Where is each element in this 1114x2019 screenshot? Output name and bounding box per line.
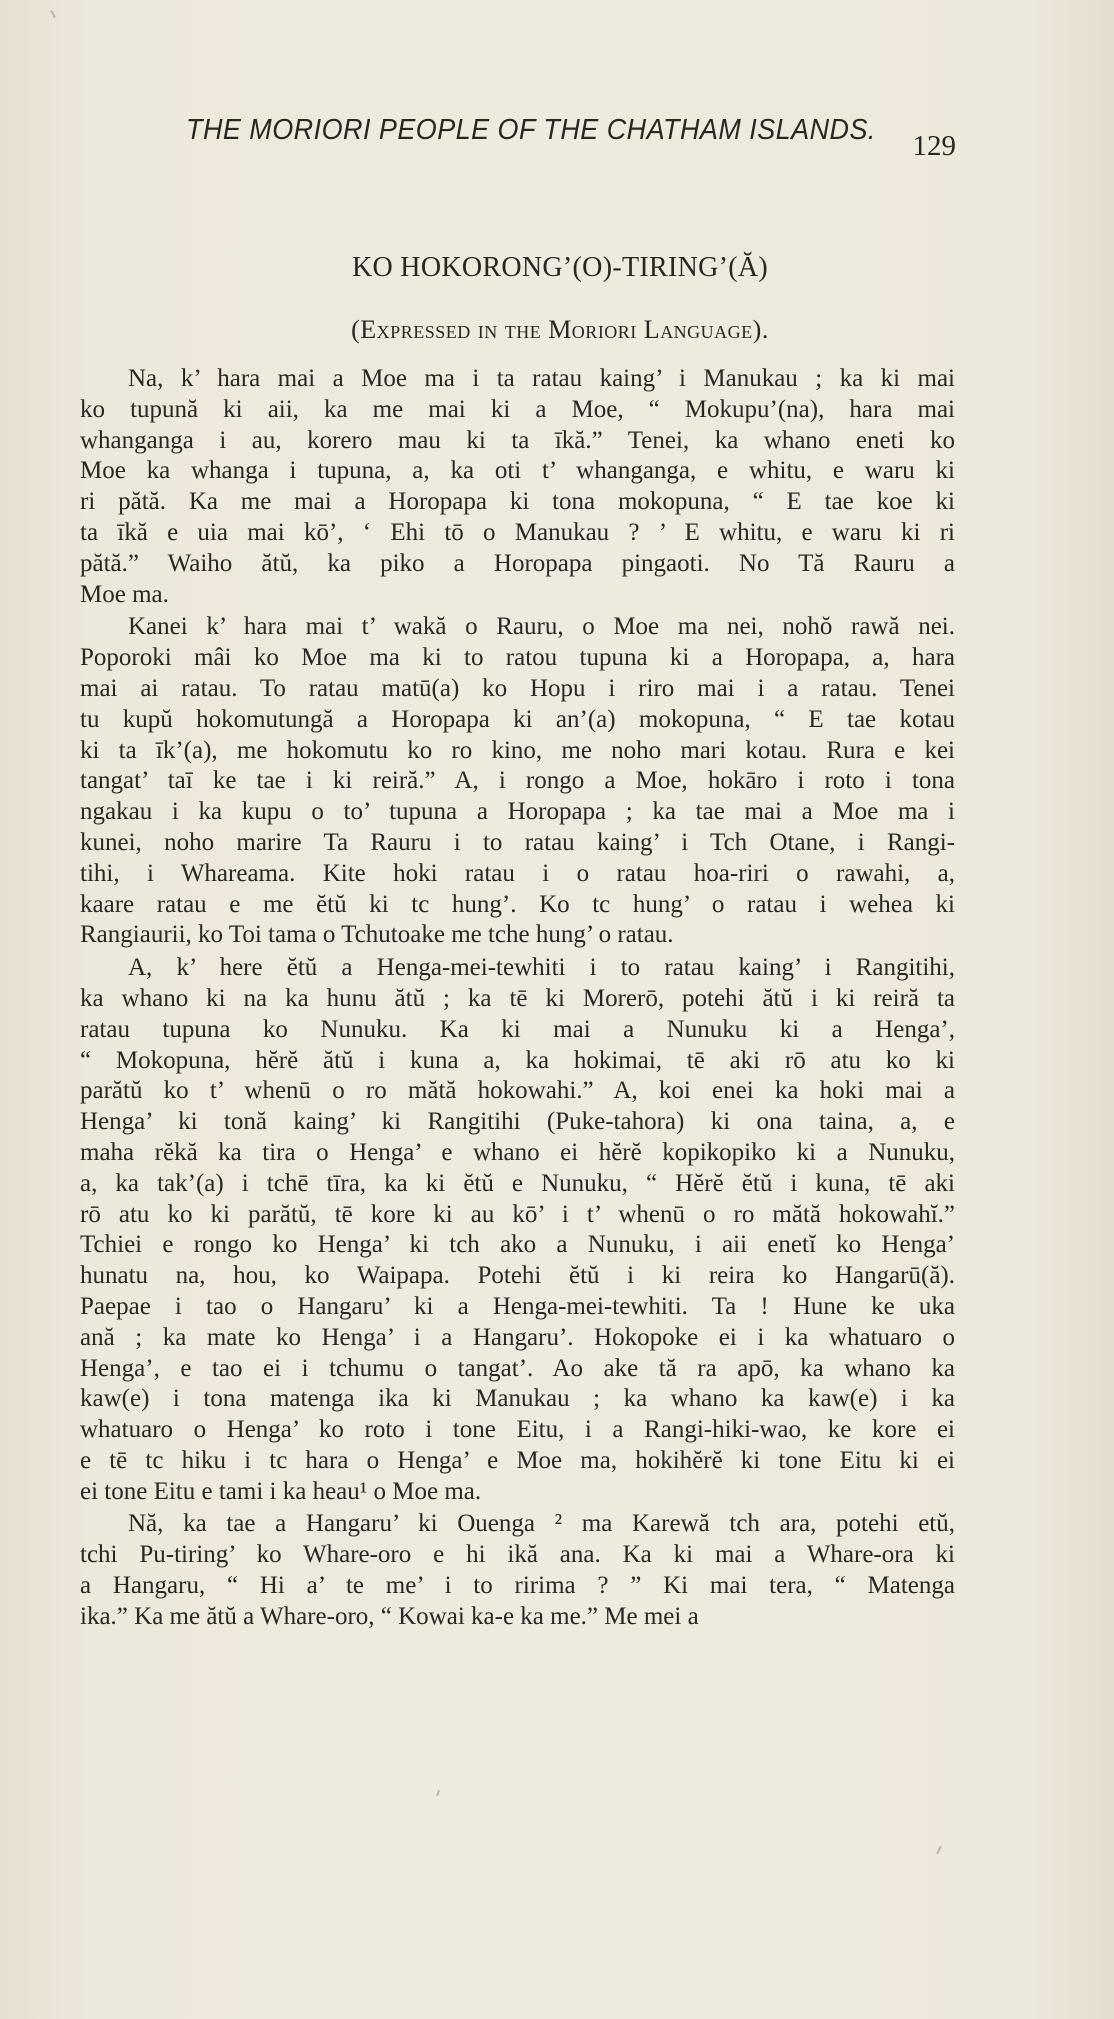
text-line: A, k’ here ĕtŭ a Henga-mei-tewhiti i to ratau kaing’ i Rangitihi, (128, 954, 955, 982)
paragraph (80, 612, 955, 951)
text-line: a, ka tak’(a) i tchē tīra, ka ki ĕtŭ e Nunuku, “ Hĕrĕ ĕtŭ i kuna, tē aki (80, 1169, 955, 1197)
text-line: “ Mokopuna, hĕrĕ ătŭ i kuna a, ka hokimai, tē aki rō atu ko ki (80, 1046, 955, 1074)
text-line: Nă, ka tae a Hangaru’ ki Ouenga ² ma Karewă tch ara, potehi etŭ, (128, 1510, 955, 1538)
paragraph (80, 1509, 955, 1632)
text-line: ri pătă. Ka me mai a Horopapa ki tona mokopuna, “ E tae koe ki (80, 488, 955, 516)
text-line: tihi, i Whareama. Kite hoki ratau i o ratau hoa-riri o rawahi, a, (80, 859, 955, 887)
text-line: ei tone Eitu e tami i ka heau¹ o Moe ma. (80, 1477, 482, 1505)
text-line: Kanei k’ hara mai t’ wakă o Rauru, o Moe ma nei, nohŏ rawă nei. (128, 613, 955, 641)
text-line: mai ai ratau. To ratau matū(a) ko Hopu i riro mai i a ratau. Tenei (80, 674, 955, 702)
text-line: tchi Pu-tiring’ ko Whare-oro e hi ikă ana. Ka ki mai a Whare-ora ki (80, 1541, 955, 1569)
text-line: e tē tc hiku i tc hara o Henga’ e Moe ma, hokihĕrĕ ki tone Eitu ki ei (80, 1446, 955, 1474)
text-line: Na, k’ hara mai a Moe ma i ta ratau kaing’ i Manukau ; ka ki mai (128, 365, 955, 392)
text-line: ratau tupuna ko Nunuku. Ka ki mai a Nunuku ki a Henga’, (80, 1015, 955, 1043)
text-line: ka whano ki na ka hunu ătŭ ; ka tē ki Morerō, potehi ătŭ i ki reiră ta (80, 984, 955, 1012)
paper-speck (50, 10, 56, 18)
text-line: Moe ka whanga i tupuna, a, ka oti t’ whanganga, e whitu, e waru ki (80, 457, 955, 485)
paper-speck (936, 1846, 941, 1854)
text-line: ngakau i ka kupu o to’ tupuna a Horopapa ; ka tae mai a Moe ma i (80, 798, 955, 826)
text-line: kaw(e) i tona matenga ika ki Manukau ; ka whano ka kaw(e) i ka (80, 1385, 955, 1413)
text-line: ika.” Ka me ătŭ a Whare-oro, “ Kowai ka-e ka me.” Me mei a (80, 1602, 699, 1630)
body-text (80, 364, 955, 1635)
paragraph (80, 953, 955, 1507)
text-line: ko tupună ki aii, ka me mai ki a Moe, “ Mokupu’(na), hara mai (80, 395, 955, 423)
text-line: Henga’ ki tonă kaing’ ki Rangitihi (Puke-tahora) ki ona taina, a, e (80, 1108, 955, 1136)
text-line: Paepae i tao o Hangaru’ ki a Henga-mei-tewhiti. Ta ! Hune ke uka (80, 1292, 955, 1320)
text-line: kunei, noho marire Ta Rauru i to ratau kaing’ i Tch Otane, i Rangi- (80, 828, 955, 856)
text-line: ta īkă e uia mai kō’, ‘ Ehi tō o Manukau ? ’ E whitu, e waru ki ri (80, 518, 955, 546)
text-line: ană ; ka mate ko Henga’ i a Hangaru’. Hokopoke ei i ka whatuaro o (80, 1323, 955, 1351)
text-line: Tchiei e rongo ko Henga’ ki tch ako a Nunuku, i aii enetĭ ko Henga’ (80, 1231, 955, 1259)
text-line: Moe ma. (80, 580, 169, 608)
text-line: ki ta īk’(a), me hokomutu ko ro kino, me noho mari kotau. Rura e kei (80, 736, 955, 764)
text-line: kaare ratau e me ĕtŭ ki tc hung’. Ko tc hung’ o ratau i wehea ki (80, 890, 955, 918)
text-line: a Hangaru, “ Hi a’ te me’ i to ririma ? ” Ki mai tera, “ Matenga (80, 1572, 955, 1600)
running-title: THE MORIORI PEOPLE OF THE CHATHAM ISLANDS. (186, 114, 876, 146)
section-subtitle: (Expressed in the Moriori Language). (351, 315, 769, 344)
text-line: tangat’ taī ke tae i ki reiră.” A, i rongo a Moe, hokāro i roto i tona (80, 767, 955, 795)
text-line: maha rĕkă ka tira o Henga’ e whano ei hĕrĕ kopikopiko ki a Nunuku, (80, 1138, 955, 1166)
text-line: hunatu na, hou, ko Waipapa. Potehi ĕtŭ i ki reira ko Hangarū(ă). (80, 1262, 955, 1290)
page-number: 129 (912, 130, 956, 162)
paper-speck (436, 1790, 440, 1796)
text-line: whanganga i au, korero mau ki ta īkă.” Tenei, ka whano eneti ko (80, 426, 955, 454)
text-line: parătŭ ko t’ whenū o ro mătă hokowahi.” A, koi enei ka hoki mai a (80, 1077, 955, 1105)
text-line: Henga’, e tao ei i tchumu o tangat’. Ao ake tă ra apō, ka whano ka (80, 1354, 955, 1382)
text-line: whatuaro o Henga’ ko roto i tone Eitu, i a Rangi-hiki-wao, ke kore ei (80, 1416, 955, 1444)
text-line: pătă.” Waiho ătŭ, ka piko a Horopapa pingaoti. No Tă Rauru a (80, 549, 955, 577)
text-line: rō atu ko ki parătŭ, tē kore ki au kō’ i t’ whenū o ro mătă hokowahĭ.” (80, 1200, 955, 1228)
section-title: KO HOKORONG’(O)-TIRING’(Ă) (351, 252, 769, 283)
page-header (186, 110, 956, 160)
paragraph (80, 364, 955, 610)
text-line: Rangiaurii, ko Toi tama o Tchutoake me tche hung’ o ratau. (80, 921, 674, 949)
text-line: tu kupŭ hokomutungă a Horopapa ki an’(a) mokopuna, “ E tae kotau (80, 705, 955, 733)
text-line: Poporoki mâi ko Moe ma ki to ratou tupuna ki a Horopapa, a, hara (80, 644, 955, 672)
